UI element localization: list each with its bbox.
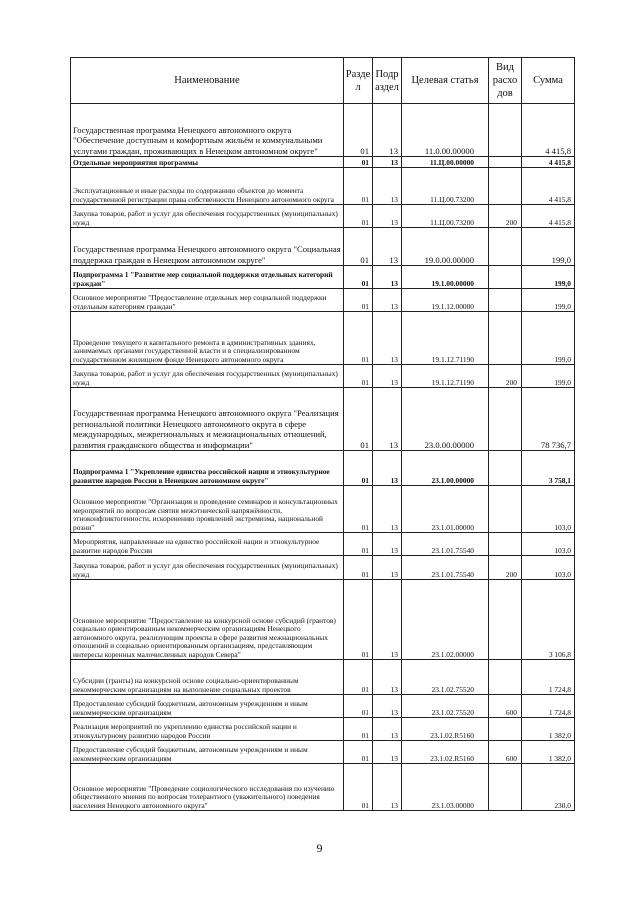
table-row [71, 168, 575, 205]
cell-vid [489, 388, 522, 451]
cell-target: 19.1.12.00000 [402, 289, 489, 312]
cell-sum: 199,0 [522, 312, 575, 365]
cell-target: 23.1.02.75520 [402, 660, 489, 695]
cell-podrazdel: 13 [373, 104, 402, 157]
cell-podrazdel: 13 [373, 388, 402, 451]
cell-podrazdel: 13 [373, 718, 402, 741]
table-row [71, 312, 575, 365]
cell-razdel: 01 [344, 289, 373, 312]
cell-target: 23.1.02.R5160 [402, 718, 489, 741]
table-row [71, 205, 575, 228]
cell-target: 23.1.02.75520 [402, 695, 489, 718]
cell-name: Государственная программа Ненецкого автономного округа "Обеспечение доступным и комфортным жильём и коммунальными услугами граждан, проживающих в Ненецком автономном округе" [71, 104, 344, 157]
cell-razdel: 01 [344, 365, 373, 388]
cell-target: 23.1.01.75540 [402, 556, 489, 580]
table-row [71, 580, 575, 660]
cell-razdel: 01 [344, 486, 373, 533]
cell-podrazdel: 13 [373, 365, 402, 388]
cell-vid [489, 580, 522, 660]
cell-target: 19.1.00.00000 [402, 266, 489, 289]
cell-sum: 4 415,8 [522, 168, 575, 205]
table-header-row [71, 58, 575, 104]
cell-razdel: 01 [344, 388, 373, 451]
cell-vid [489, 289, 522, 312]
table-row [71, 660, 575, 695]
cell-podrazdel: 13 [373, 289, 402, 312]
cell-podrazdel: 13 [373, 580, 402, 660]
cell-vid [489, 104, 522, 157]
cell-razdel: 01 [344, 104, 373, 157]
cell-target: 19.1.12.71190 [402, 312, 489, 365]
cell-sum: 103,0 [522, 486, 575, 533]
table-row [71, 157, 575, 168]
cell-target: 11.Ц.00.73200 [402, 168, 489, 205]
cell-sum: 4 415,8 [522, 104, 575, 157]
cell-sum: 1 724,8 [522, 695, 575, 718]
cell-podrazdel: 13 [373, 556, 402, 580]
cell-podrazdel: 13 [373, 168, 402, 205]
cell-podrazdel: 13 [373, 266, 402, 289]
header-target: Целевая статья [402, 58, 489, 104]
cell-vid: 600 [489, 695, 522, 718]
cell-name: Предоставление субсидий бюджетным, автономным учреждениям и иным некоммерческим организациям [71, 695, 344, 718]
cell-vid [489, 486, 522, 533]
cell-vid [489, 157, 522, 168]
cell-razdel: 01 [344, 228, 373, 266]
cell-target: 23.1.00.00000 [402, 451, 489, 486]
cell-razdel: 01 [344, 533, 373, 556]
cell-sum: 1 382,0 [522, 718, 575, 741]
cell-name: Эксплуатационные и иные расходы по содержанию объектов до момента государственной регистрации права собственности Ненецкого автономного округа [71, 168, 344, 205]
cell-target: 11.Ц.00.00000 [402, 157, 489, 168]
table-row [71, 533, 575, 556]
budget-table [70, 57, 575, 811]
cell-name: Основное мероприятие "Организация и проведение семинаров и консультационных мероприятий по вопросам снятия межэтнической напряжённости, этноконфликтогенности, искоренению проявлений экстремизма, национальной розни" [71, 486, 344, 533]
cell-razdel: 01 [344, 266, 373, 289]
cell-vid [489, 533, 522, 556]
table-row [71, 695, 575, 718]
cell-razdel: 01 [344, 451, 373, 486]
cell-target: 11.Ц.00.73200 [402, 205, 489, 228]
cell-vid [489, 228, 522, 266]
cell-target: 19.1.12.71190 [402, 365, 489, 388]
cell-podrazdel: 13 [373, 157, 402, 168]
cell-podrazdel: 13 [373, 451, 402, 486]
cell-name: Закупка товаров, работ и услуг для обеспечения государственных (муниципальных) нужд [71, 205, 344, 228]
cell-podrazdel: 13 [373, 205, 402, 228]
cell-vid: 600 [489, 741, 522, 764]
cell-razdel: 01 [344, 205, 373, 228]
cell-podrazdel: 13 [373, 741, 402, 764]
table-row [71, 289, 575, 312]
cell-name: Субсидии (гранты) на конкурсной основе социально-ориентированным некоммерческим организациям на выполнение социальных проектов [71, 660, 344, 695]
table-row [71, 556, 575, 580]
table-row [71, 104, 575, 157]
cell-name: Основное мероприятие "Предоставление на конкурсной основе субсидий (грантов) социально ориентированным некоммерческим организациям Ненецкого автономного округа, реализующим проекты в сфере развития межнациональных отношений и социально ориентированным организациям, представляющим интересы коренных малочисленных народов Севера" [71, 580, 344, 660]
cell-vid [489, 660, 522, 695]
table-row [71, 388, 575, 451]
cell-sum: 4 415,8 [522, 205, 575, 228]
table-row [71, 451, 575, 486]
cell-podrazdel: 13 [373, 660, 402, 695]
cell-name: Предоставление субсидий бюджетным, автономным учреждениям и иным некоммерческим организациям [71, 741, 344, 764]
cell-vid [489, 266, 522, 289]
cell-sum: 1 724,8 [522, 660, 575, 695]
cell-name: Основное мероприятие "Предоставление отдельных мер социальной поддержки отдельным категориям граждан" [71, 289, 344, 312]
cell-podrazdel: 13 [373, 764, 402, 811]
table-row [71, 228, 575, 266]
cell-name: Закупка товаров, работ и услуг для обеспечения государственных (муниципальных) нужд [71, 365, 344, 388]
cell-vid [489, 451, 522, 486]
table-row [71, 266, 575, 289]
cell-target: 23.0.00.00000 [402, 388, 489, 451]
cell-razdel: 01 [344, 157, 373, 168]
cell-vid [489, 312, 522, 365]
cell-sum: 230,0 [522, 764, 575, 811]
header-name: Наименование [71, 58, 344, 104]
page-number: 9 [316, 841, 323, 855]
cell-sum: 78 736,7 [522, 388, 575, 451]
header-razdel: Разде л [344, 58, 373, 104]
cell-razdel: 01 [344, 741, 373, 764]
cell-name: Государственная программа Ненецкого автономного округа "Социальная поддержка граждан в Ненецком автономном округе" [71, 228, 344, 266]
cell-name: Подпрограмма 1 "Укрепление единства российской нации и этнокультурное развитие народов России в Ненецком автономном округе" [71, 451, 344, 486]
cell-vid [489, 168, 522, 205]
cell-target: 23.1.01.00000 [402, 486, 489, 533]
cell-target: 23.1.03.00000 [402, 764, 489, 811]
header-sum: Сумма [522, 58, 575, 104]
cell-razdel: 01 [344, 718, 373, 741]
cell-target: 19.0.00.00000 [402, 228, 489, 266]
cell-sum: 103,0 [522, 556, 575, 580]
cell-target: 23.1.02.R5160 [402, 741, 489, 764]
cell-name: Государственная программа Ненецкого автономного округа "Реализация региональной политики Ненецкого автономного округа в сфере международных, межрегиональных и межнациональных отношений, развития гражданского общества и информации" [71, 388, 344, 451]
cell-target: 23.1.02.00000 [402, 580, 489, 660]
cell-name: Мероприятия, направленные на единство российской нации и этнокультурное развитие народов России [71, 533, 344, 556]
table-row [71, 486, 575, 533]
cell-razdel: 01 [344, 660, 373, 695]
cell-podrazdel: 13 [373, 533, 402, 556]
cell-name: Подпрограмма 1 "Развитие мер социальной поддержки отдельных категорий граждан" [71, 266, 344, 289]
cell-vid [489, 764, 522, 811]
cell-razdel: 01 [344, 695, 373, 718]
cell-vid: 200 [489, 556, 522, 580]
cell-razdel: 01 [344, 556, 373, 580]
table-row [71, 718, 575, 741]
cell-podrazdel: 13 [373, 695, 402, 718]
header-podrazdel: Подр аздел [373, 58, 402, 104]
cell-vid [489, 718, 522, 741]
cell-podrazdel: 13 [373, 486, 402, 533]
table-row [71, 365, 575, 388]
cell-sum: 1 382,0 [522, 741, 575, 764]
cell-sum: 199,0 [522, 289, 575, 312]
cell-name: Реализация мероприятий по укреплению единства российской нации и этнокультурному развитию народов России [71, 718, 344, 741]
cell-name: Закупка товаров, работ и услуг для обеспечения государственных (муниципальных) нужд [71, 556, 344, 580]
cell-sum: 199,0 [522, 365, 575, 388]
table-row [71, 741, 575, 764]
cell-target: 23.1.01.75540 [402, 533, 489, 556]
cell-sum: 3 758,1 [522, 451, 575, 486]
cell-sum: 4 415,8 [522, 157, 575, 168]
cell-sum: 103,0 [522, 533, 575, 556]
cell-podrazdel: 13 [373, 312, 402, 365]
cell-razdel: 01 [344, 580, 373, 660]
cell-sum: 3 106,8 [522, 580, 575, 660]
table-row [71, 764, 575, 811]
cell-podrazdel: 13 [373, 228, 402, 266]
header-vid: Вид расхо дов [489, 58, 522, 104]
cell-name: Проведение текущего и капитального ремонта в административных зданиях, занимаемых органами государственной власти и в специализированном государственном жилищном фонде Ненецкого автономного округа [71, 312, 344, 365]
cell-razdel: 01 [344, 168, 373, 205]
cell-sum: 199,0 [522, 228, 575, 266]
cell-vid: 200 [489, 365, 522, 388]
cell-razdel: 01 [344, 764, 373, 811]
cell-name: Отдельные мероприятия программы [71, 157, 344, 168]
cell-razdel: 01 [344, 312, 373, 365]
cell-target: 11.0.00.00000 [402, 104, 489, 157]
cell-sum: 199,0 [522, 266, 575, 289]
cell-name: Основное мероприятие "Проведение социологического исследования по изучению общественного мнения по вопросам толерантного (уважительного) поведения населения Ненецкого автономного округа" [71, 764, 344, 811]
cell-vid: 200 [489, 205, 522, 228]
